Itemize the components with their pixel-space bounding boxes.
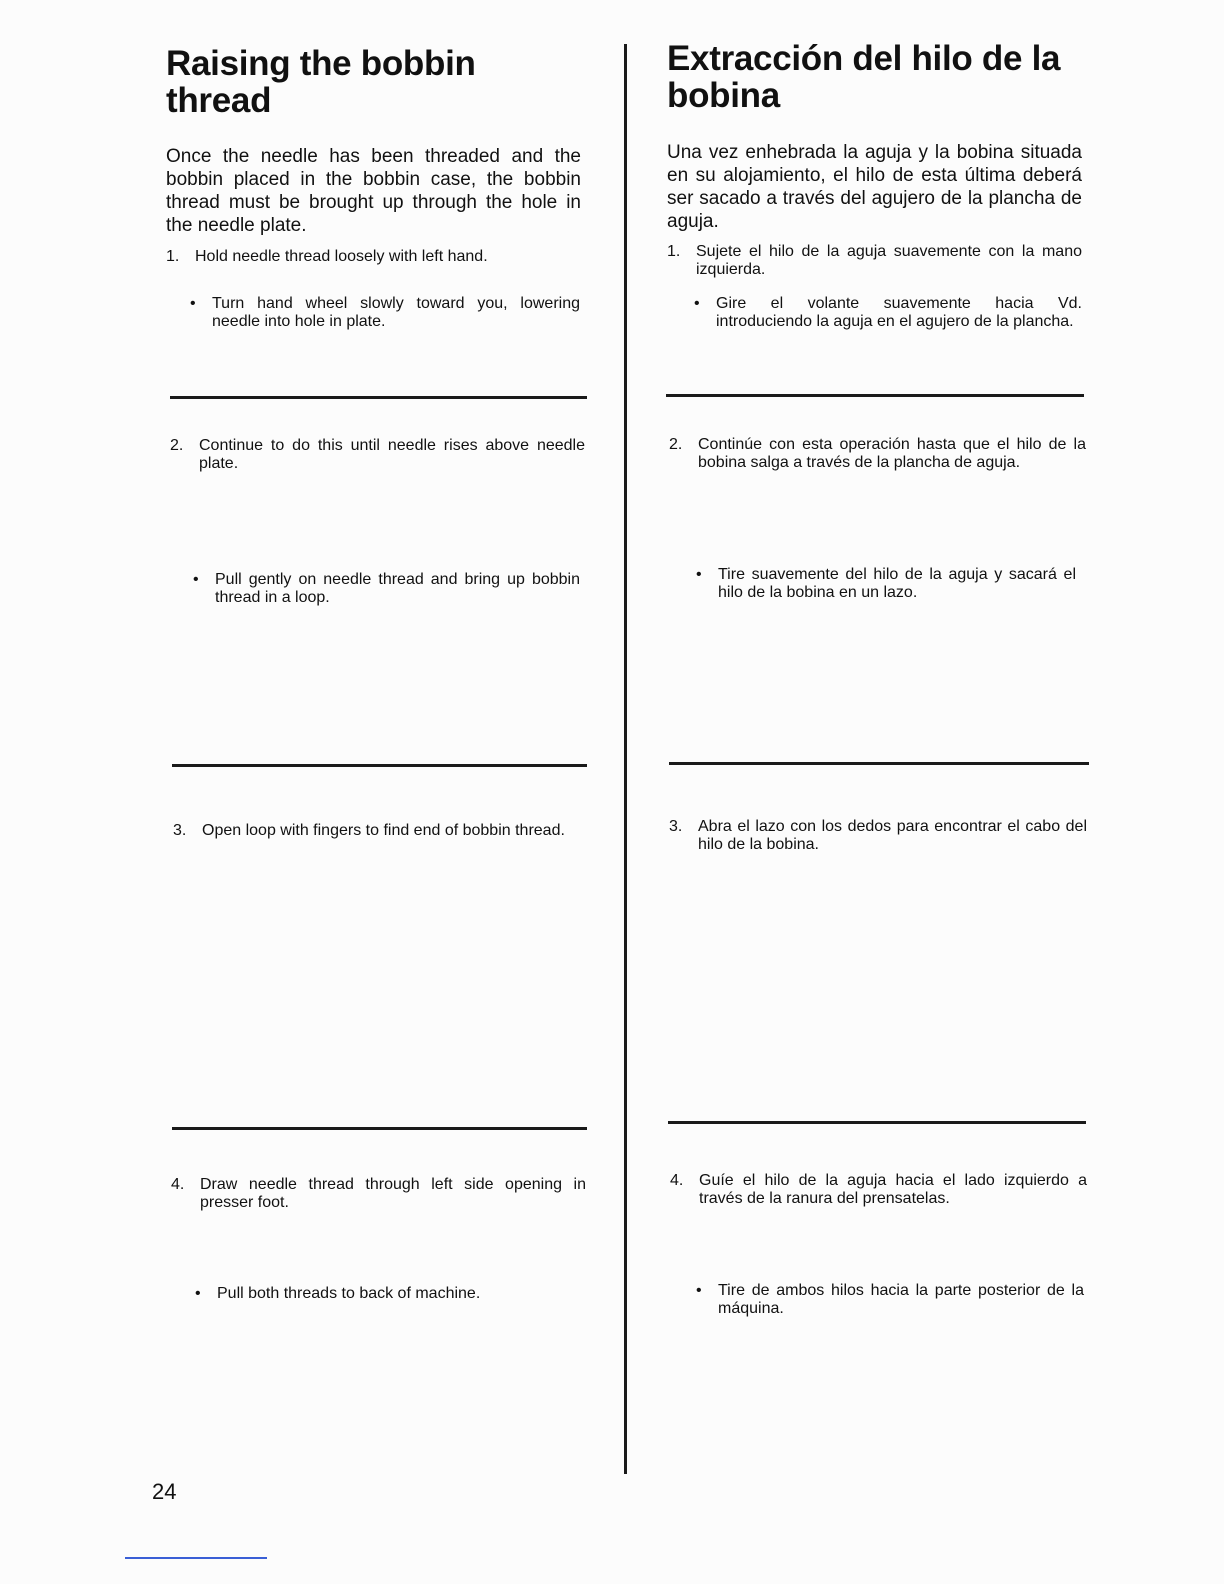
spanish-bullet-1 (694, 295, 1082, 331)
step-number: 4. (670, 1172, 684, 1189)
bullet-text: Gire el volante suavemente hacia Vd. introduciendo la aguja en el agujero de la plancha. (716, 295, 1082, 330)
bottom-mark (125, 1557, 267, 1559)
step-text: Hold needle thread loosely with left hand. (195, 248, 488, 265)
step-text: Open loop with fingers to find end of bobbin thread. (202, 822, 565, 839)
english-bullet-4 (195, 1285, 580, 1303)
bullet-icon: • (694, 295, 700, 312)
step-number: 1. (166, 248, 180, 265)
step-text: Continúe con esta operación hasta que el hilo de la bobina salga a través de la plancha de aguja. (698, 436, 1086, 471)
spanish-step-2 (669, 436, 1086, 472)
bullet-icon: • (195, 1285, 201, 1302)
spanish-bullet-2 (696, 566, 1076, 602)
spanish-separator-2 (669, 762, 1089, 765)
english-step-2 (170, 437, 585, 473)
english-step-1 (166, 248, 581, 266)
spanish-separator-1 (666, 394, 1084, 397)
step-number: 1. (667, 243, 681, 260)
step-number: 3. (173, 822, 187, 839)
column-divider (624, 44, 627, 1474)
spanish-bullet-4 (696, 1282, 1084, 1318)
step-text: Draw needle thread through left side opening in presser foot. (200, 1176, 586, 1211)
english-step-4 (171, 1176, 586, 1212)
spanish-separator-3 (668, 1121, 1086, 1124)
english-step-3 (173, 822, 588, 840)
bullet-icon: • (190, 295, 196, 312)
english-intro: Once the needle has been threaded and the bobbin placed in the bobbin case, the bobbin thread must be brought up through the hole in the needle plate. (166, 146, 581, 236)
english-title: Raising the bobbin thread (166, 44, 476, 120)
step-number: 3. (669, 818, 683, 835)
bullet-icon: • (696, 1282, 702, 1299)
bullet-text: Pull both threads to back of machine. (217, 1285, 481, 1302)
english-bullet-2 (193, 571, 580, 607)
step-text: Continue to do this until needle rises above needle plate. (199, 437, 585, 472)
bullet-icon: • (696, 566, 702, 583)
step-text: Guíe el hilo de la aguja hacia el lado izquierdo a través de la ranura del prensatelas. (699, 1172, 1087, 1207)
bullet-text: Tire de ambos hilos hacia la parte posterior de la máquina. (718, 1282, 1084, 1317)
spanish-title: Extracción del hilo de la bobina (667, 39, 1061, 115)
page-number: 24 (152, 1479, 177, 1504)
bullet-text: Pull gently on needle thread and bring up bobbin thread in a loop. (215, 571, 580, 606)
spanish-step-1 (667, 243, 1082, 279)
bullet-text: Turn hand wheel slowly toward you, lowering needle into hole in plate. (212, 295, 580, 330)
step-number: 2. (669, 436, 683, 453)
bullet-text: Tire suavemente del hilo de la aguja y sacará el hilo de la bobina en un lazo. (718, 566, 1076, 601)
step-number: 4. (171, 1176, 185, 1193)
bullet-icon: • (193, 571, 199, 588)
step-text: Sujete el hilo de la aguja suavemente con la mano izquierda. (696, 243, 1082, 278)
step-text: Abra el lazo con los dedos para encontrar el cabo del hilo de la bobina. (698, 818, 1087, 853)
english-separator-2 (172, 764, 587, 767)
spanish-step-3 (669, 818, 1087, 854)
spanish-intro: Una vez enhebrada la aguja y la bobina situada en su alojamiento, el hilo de esta última deberá ser sacado a través del agujero de la plancha de aguja. (667, 142, 1082, 232)
english-bullet-1 (190, 295, 580, 331)
spanish-step-4 (670, 1172, 1087, 1208)
english-separator-3 (172, 1127, 587, 1130)
step-number: 2. (170, 437, 184, 454)
english-separator-1 (170, 396, 587, 399)
